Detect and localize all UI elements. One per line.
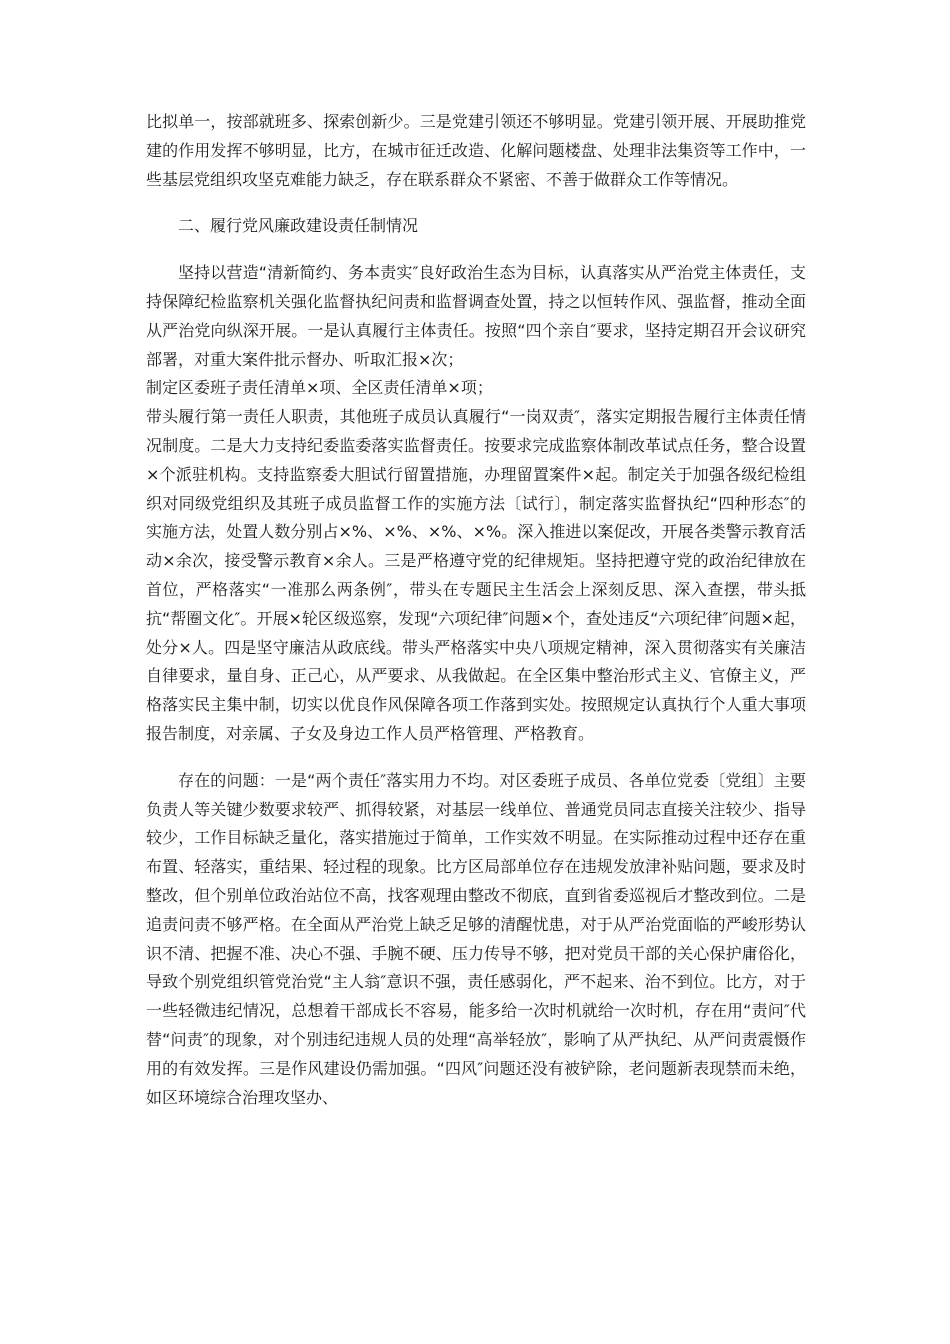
paragraph-intro-continuation: 比拟单一，按部就班多、探索创新少。三是党建引领还不够明显。党建引领开展、开展助推党建的作用发挥不够明显，比方，在城市征迁改造、化解问题楼盘、处理非法集资等工作中，一些基层党组织攻坚克难能力缺乏，存在联系群众不紧密、不善于做群众工作等情况。 bbox=[146, 112, 806, 189]
document-page bbox=[146, 108, 806, 1112]
paragraph-existing-problems: 存在的问题：一是“两个责任″落实用力不均。对区委班子成员、各单位党委〔党组〕主要负责人等关键少数要求较严、抓得较紧，对基层一线单位、普通党员同志直接关注较少、指导较少，工作目标缺乏量化，落实措施过于简单，工作实效不明显。在实际推动过程中还存在重布置、轻落实，重结果、轻过程的现象。比方区局部单位存在违规发放津补贴问题，要求及时整改，但个别单位政治站位不高，找客观理由整改不彻底，直到省委巡视后才整改到位。二是追责问责不够严格。在全面从严治党上缺乏足够的清醒忧患，对于从严治党面临的严峻形势认识不清、把握不准、决心不强、手腕不硬、压力传导不够，把对党员干部的关心保护庸俗化，导致个别党组织管党治党“主人翁″意识不强，责任感弱化，严不起来、治不到位。比方，对于一些轻微违纪情况，总想着干部成长不容易，能多给一次时机就给一次时机，存在用“责问″代替“问责″的现象，对个别违纪违规人员的处理“高举轻放″，影响了从严执纪、从严问责震慑作用的有效发挥。三是作风建设仍需加强。“四风″问题还没有被铲除，老问题新表现禁而未绝，如区环境综合治理攻坚办、 bbox=[146, 770, 806, 1107]
paragraph-section-2-detail: 带头履行第一责任人职责，其他班子成员认真履行“一岗双责″，落实定期报告履行主体责任情况制度。二是大力支持纪委监委落实监督责任。按要求完成监察体制改革试点任务，整合设置×个派驻机构。支持监察委大胆试行留置措施，办理留置案件×起。制定关于加强各级纪检组织对同级党组织及其班子成员监督工作的实施方法〔试行〕，制定落实监督执纪“四种形态″的实施方法，处置人数分别占×%、×%、×%、×%。深入推进以案促改，开展各类警示教育活动×余次，接受警示教育×余人。三是严格遵守党的纪律规矩。坚持把遵守党的政治纪律放在首位，严格落实“一准那么两条例″，带头在专题民主生活会上深刻反思、深入查摆，带头抵抗“帮圈文化″。开展×轮区级巡察，发现“六项纪律″问题×个，查处违反“六项纪律″问题×起，处分×人。四是坚守廉洁从政底线。带头严格落实中央八项规定精神，深入贯彻落实有关廉洁自律要求，量自身、正己心，从严要求、从我做起。在全区集中整治形式主义、官僚主义，严格落实民主集中制，切实以优良作风保障各项工作落到实处。按照规定认真执行个人重大事项报告制度，对亲属、子女及身边工作人员严格管理、严格教育。 bbox=[146, 407, 806, 743]
section-heading-party-conduct: 二、履行党风廉政建设责任制情况 bbox=[178, 216, 419, 236]
paragraph-responsibility-list: 制定区委班子责任清单×项、全区责任清单×项； bbox=[146, 378, 493, 398]
paragraph-section-2-main: 坚持以营造“清新简约、务本责实″良好政治生态为目标，认真落实从严治党主体责任，支持保障纪检监察机关强化监督执纪问责和监督调查处置，持之以恒转作风、强监督，推动全面从严治党向纵深开展。一是认真履行主体责任。按照“四个亲自″要求，坚持定期召开会议研究部署，对重大案件批示督办、听取汇报×次； bbox=[146, 263, 806, 369]
